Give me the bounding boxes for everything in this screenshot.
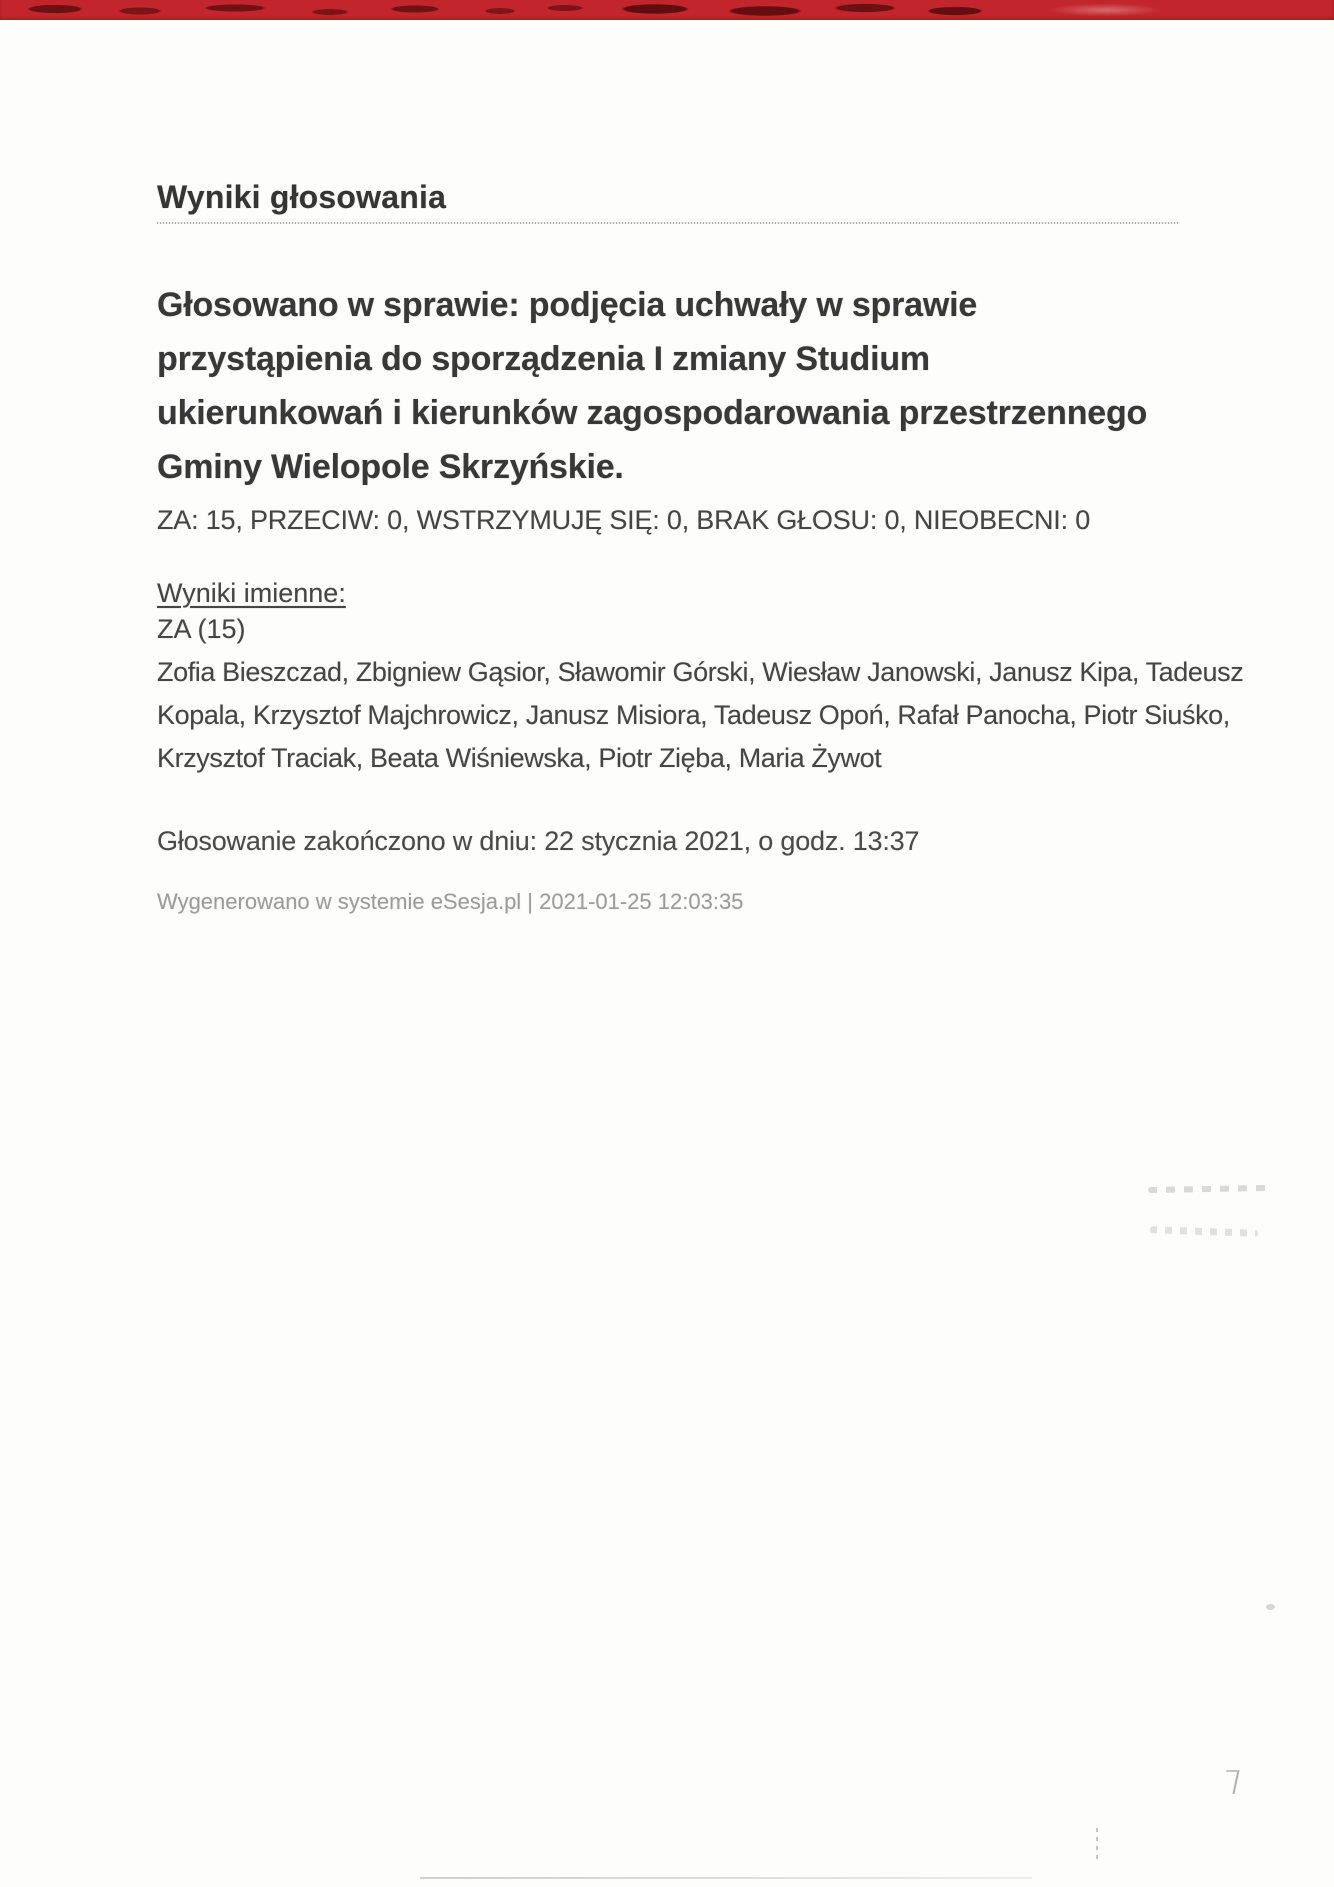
title-separator-line — [157, 222, 1180, 224]
voting-closed-line: Głosowanie zakończono w dniu: 22 stycznia 2021, o godz. 13:37 — [157, 826, 920, 856]
scan-artifact-top-band — [0, 0, 1334, 20]
scan-artifact-dotted-vertical — [1096, 1828, 1098, 1862]
generated-footer: Wygenerowano w systemie eSesja.pl | 2021-01-25 12:03:35 — [157, 889, 744, 914]
page-title: Wyniki głosowania — [157, 179, 447, 216]
scan-artifact-speck-2 — [1221, 1770, 1239, 1794]
vote-subject-heading: Głosowano w sprawie: podjęcia uchwały w sprawie przystąpienia do sporządzenia I zmiany Studium ukierunkowań i kierunków zagospodarowania przestrzennego Gminy Wielopole Skrzyńskie. — [157, 286, 1148, 487]
named-results-label: Wyniki imienne: — [157, 578, 346, 608]
za-names-list: Zofia Bieszczad, Zbigniew Gąsior, Sławomir Górski, Wiesław Janowski, Janusz Kipa, Tadeusz Kopala, Krzysztof Majchrowicz, Janusz Misiora, Tadeusz Opoń, Rafał Panocha, Piotr Siuśko, Krzysztof Traciak, Beata Wiśniewska, Piotr Zięba, Maria Żywot — [157, 657, 1244, 773]
scan-artifact-squiggle-2 — [1150, 1226, 1258, 1237]
vote-tally-line: ZA: 15, PRZECIW: 0, WSTRZYMUJĘ SIĘ: 0, BRAK GŁOSU: 0, NIEOBECNI: 0 — [157, 505, 1091, 535]
scan-artifact-speck-1 — [1266, 1604, 1275, 1610]
scan-artifact-bottom-line — [420, 1877, 1032, 1879]
scan-artifact-squiggle-1 — [1148, 1185, 1268, 1193]
za-group-label: ZA (15) — [157, 614, 246, 644]
